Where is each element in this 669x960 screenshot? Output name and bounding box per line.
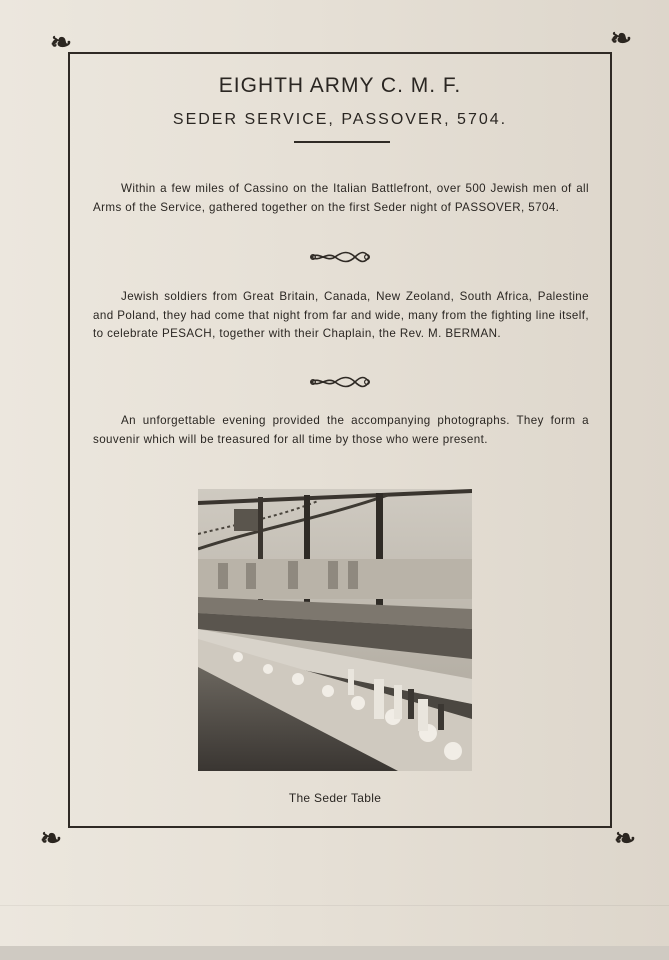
- page-title: EIGHTH ARMY C. M. F.: [218, 74, 462, 97]
- corner-ornament-icon: ❧: [40, 824, 62, 854]
- paper-fold-line: [0, 905, 669, 906]
- photo-caption: The Seder Table: [288, 791, 382, 805]
- separator-flourish-icon: [309, 249, 371, 265]
- paragraph-intro: Within a few miles of Cassino on the Italian Battlefront, over 500 Jewish men of all Arms of the Service, gathered together on the first Seder night of PASSOVER, 5704.: [93, 182, 589, 214]
- paragraph-souvenir: An unforgettable evening provided the accompanying photographs. They form a souvenir which will be treasured for all time by those who were present.: [93, 414, 589, 446]
- separator-flourish-icon: [309, 374, 371, 390]
- paragraph-soldiers: Jewish soldiers from Great Britain, Canada, New Zeoland, South Africa, Palestine and Poland, they had come that night from far and wide, many from the fighting line itself, to celebrate PESACH, together with their Chaplain, the Rev. M. BERMAN.: [93, 290, 589, 340]
- seder-table-photo: [198, 489, 472, 771]
- corner-ornament-icon: ❧: [614, 824, 636, 854]
- corner-ornament-icon: ❧: [610, 24, 632, 54]
- corner-ornament-icon: ❧: [50, 28, 72, 58]
- table-surface: [0, 946, 669, 960]
- title-underline: [294, 141, 390, 143]
- page-subtitle: SEDER SERVICE, PASSOVER, 5704.: [172, 111, 508, 128]
